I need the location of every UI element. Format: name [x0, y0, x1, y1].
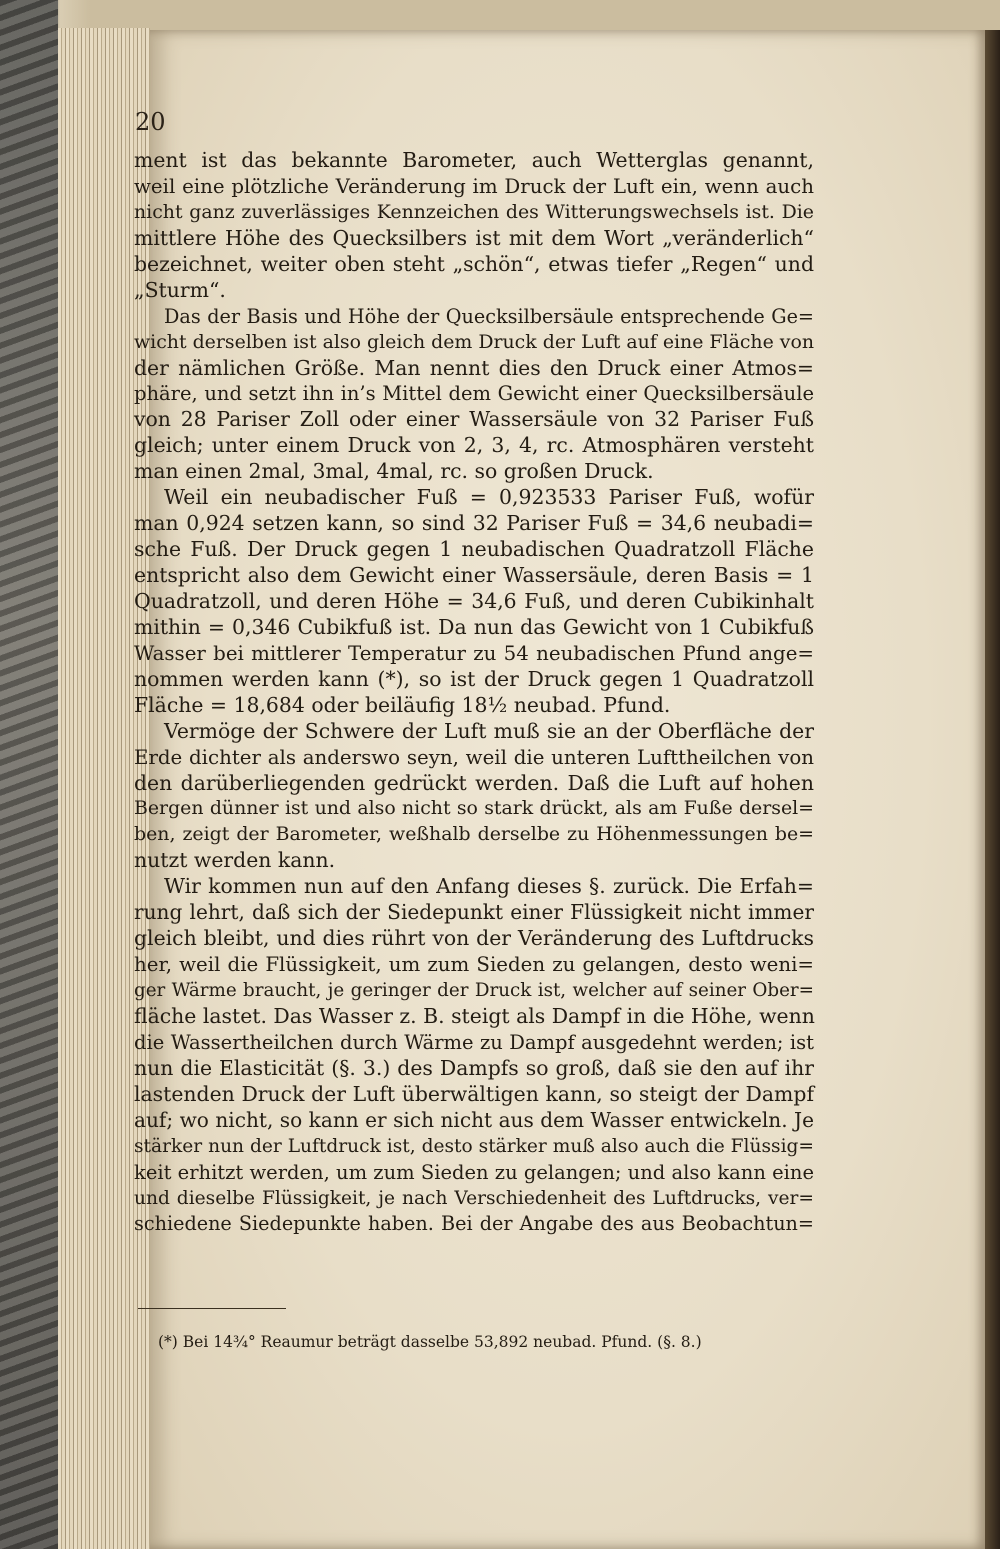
footnote: (*) Bei 14¾° Reaumur beträgt dasselbe 53,892 neubad. Pfund. (§. 8.) [158, 1333, 702, 1351]
text-line: nutzt werden kann. [134, 848, 336, 873]
text-line: nommen werden kann (*), so ist der Druck gegen 1 Quadratzoll [134, 666, 814, 691]
text-line: auf; wo nicht, so kann er sich nicht aus dem Wasser entwickeln. Je [134, 1107, 814, 1132]
text-line: man 0,924 setzen kann, so sind 32 Pariser Fuß = 34,6 neubadi= [134, 511, 814, 536]
body-text [134, 148, 814, 1237]
text-line: Wir kommen nun auf den Anfang dieses §. zurück. Die Erfah= [164, 874, 814, 899]
text-line: nicht ganz zuverlässiges Kennzeichen des Witterungswechsels ist. Die [134, 200, 814, 223]
text-line: Erde dichter als anderswo seyn, weil die unteren Lufttheilchen von [134, 745, 814, 769]
text-line: fläche lastet. Das Wasser z. B. steigt als Dampf in die Höhe, wenn [134, 1003, 815, 1028]
text-line: der nämlichen Größe. Man nennt dies den Druck einer Atmos= [134, 355, 814, 380]
text-line: Quadratzoll, und deren Höhe = 34,6 Fuß, und deren Cubikinhalt [134, 588, 814, 613]
text-line: entspricht also dem Gewicht einer Wassersäule, deren Basis = 1 [134, 563, 814, 587]
text-line: Wasser bei mittlerer Temperatur zu 54 neubadischen Pfund ange= [134, 641, 814, 665]
text-line: weil eine plötzliche Veränderung im Druck der Luft ein, wenn auch [134, 174, 814, 198]
text-line: gleich; unter einem Druck von 2, 3, 4, rc. Atmosphären versteht [134, 433, 814, 458]
text-line: nun die Elasticität (§. 3.) des Dampfs so groß, daß sie den auf ihr [134, 1055, 814, 1080]
text-line: mittlere Höhe des Quecksilbers ist mit dem Wort „veränderlich“ [134, 225, 814, 250]
text-line: schiedene Siedepunkte haben. Bei der Angabe des aus Beobachtun= [134, 1212, 814, 1236]
text-line: gleich bleibt, und dies rührt von der Veränderung des Luftdrucks [134, 926, 814, 951]
text-line: phäre, und setzt ihn in’s Mittel dem Gewicht einer Quecksilbersäule [134, 382, 814, 406]
text-line: stärker nun der Luftdruck ist, desto stärker muß also auch die Flüssig= [134, 1135, 814, 1157]
text-line: her, weil die Flüssigkeit, um zum Sieden zu gelangen, desto weni= [134, 953, 814, 977]
text-line: Weil ein neubadischer Fuß = 0,923533 Pariser Fuß, wofür [164, 485, 814, 510]
text-line: rung lehrt, daß sich der Siedepunkt einer Flüssigkeit nicht immer [134, 900, 814, 925]
text-line: ben, zeigt der Barometer, weßhalb derselbe zu Höhenmessungen be= [134, 823, 814, 846]
text-line: „Sturm“. [134, 277, 226, 302]
text-line: Das der Basis und Höhe der Quecksilbersäule entsprechende Ge= [164, 304, 814, 328]
text-line: man einen 2mal, 3mal, 4mal, rc. so großen Druck. [134, 459, 654, 484]
page-number: 20 [135, 108, 166, 136]
book-right-edge [985, 30, 1000, 1549]
book-cover-edge [0, 0, 58, 1549]
text-line: Vermöge der Schwere der Luft muß sie an der Oberfläche der [164, 718, 814, 743]
text-line: den darüberliegenden gedrückt werden. Daß die Luft auf hohen [134, 770, 814, 795]
text-line: und dieselbe Flüssigkeit, je nach Verschiedenheit des Luftdrucks, ver= [134, 1187, 814, 1209]
text-line: keit erhitzt werden, um zum Sieden zu gelangen; und also kann eine [134, 1160, 814, 1184]
text-line: von 28 Pariser Zoll oder einer Wassersäule von 32 Pariser Fuß [134, 407, 814, 432]
text-line: die Wassertheilchen durch Wärme zu Dampf ausgedehnt werden; ist [134, 1030, 814, 1054]
text-line: lastenden Druck der Luft überwältigen kann, so steigt der Dampf [134, 1081, 814, 1106]
text-line: bezeichnet, weiter oben steht „schön“, etwas tiefer „Regen“ und [134, 251, 814, 276]
text-line: mithin = 0,346 Cubikfuß ist. Da nun das Gewicht von 1 Cubikfuß [134, 614, 814, 639]
text-line: wicht derselben ist also gleich dem Druck der Luft auf eine Fläche von [134, 330, 814, 353]
text-line: ment ist das bekannte Barometer, auch Wetterglas genannt, [134, 148, 814, 172]
footnote-divider [138, 1308, 286, 1309]
text-line: Bergen dünner ist und also nicht so stark drückt, als am Fuße dersel= [134, 797, 814, 820]
text-line: ger Wärme braucht, je geringer der Druck ist, welcher auf seiner Ober= [134, 980, 814, 1001]
text-line: Fläche = 18,684 oder beiläufig 18½ neubad. Pfund. [134, 692, 671, 717]
text-line: sche Fuß. Der Druck gegen 1 neubadischen Quadratzoll Fläche [134, 537, 814, 562]
